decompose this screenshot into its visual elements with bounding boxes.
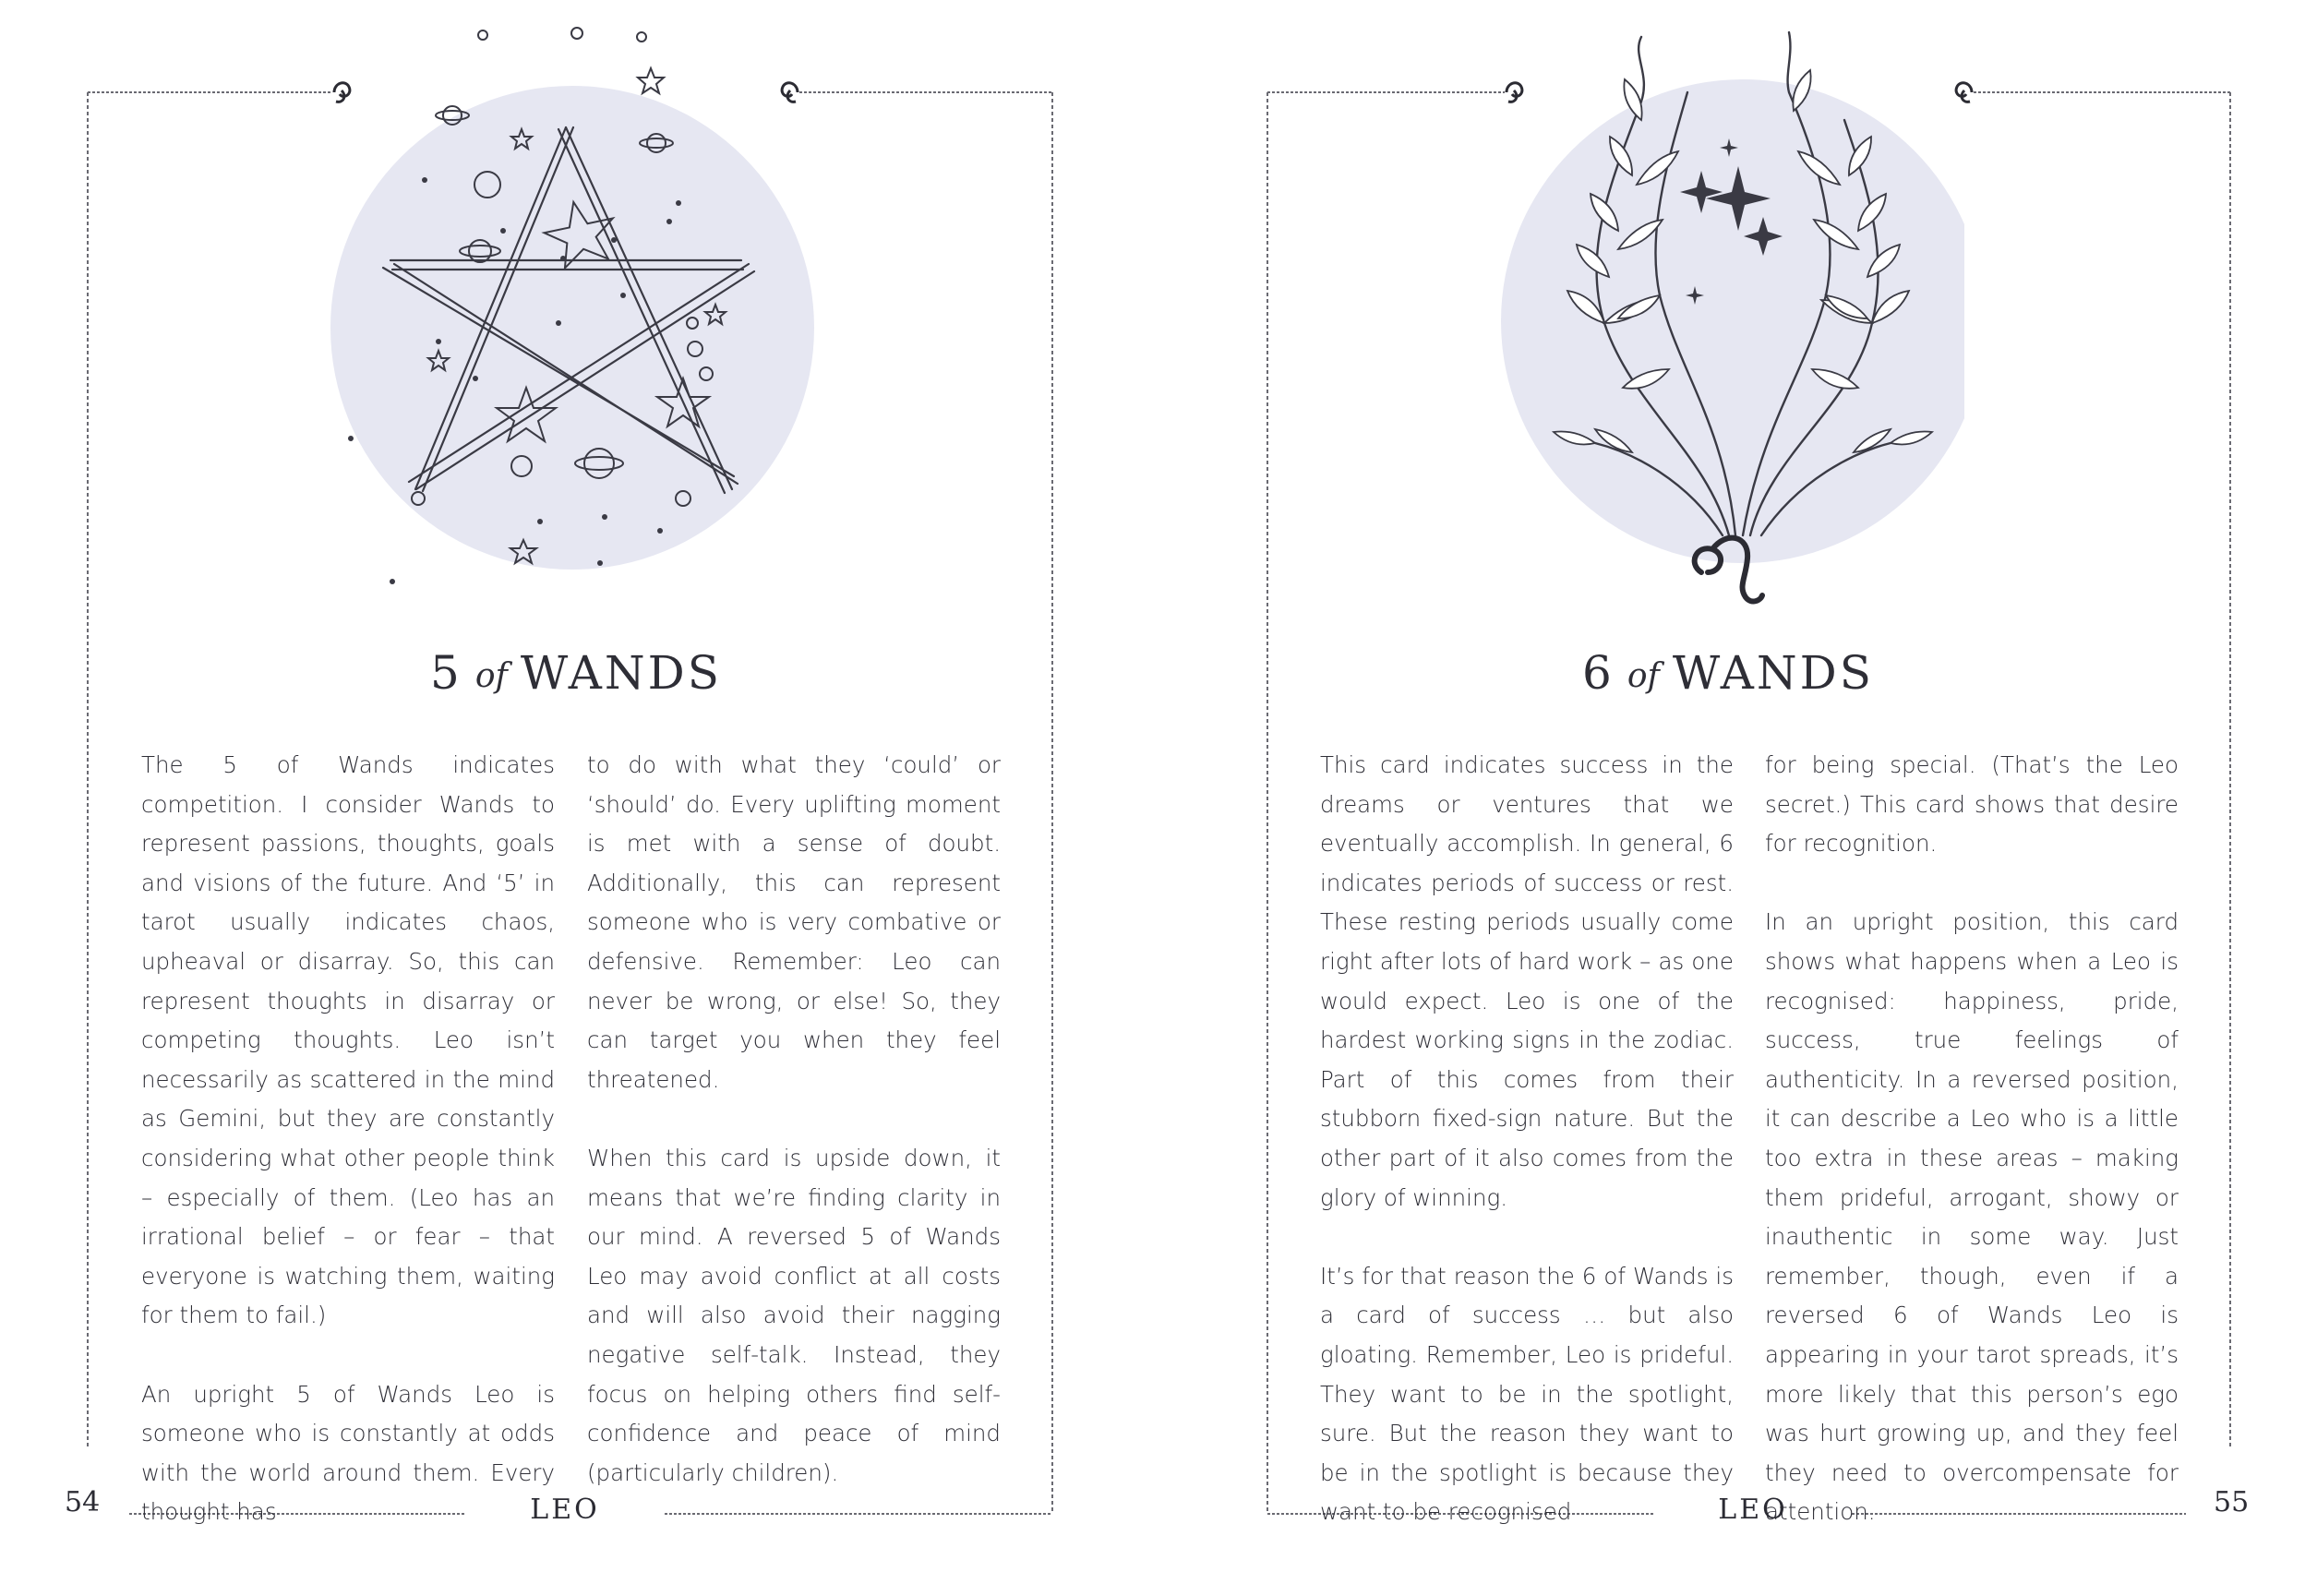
card-suit: WANDS xyxy=(520,646,722,700)
paragraph: The 5 of Wands indicates competition. I consider Wands to represent passions, thoughts, goals and visions of the future. And ‘5’ in tarot usually indicates chaos, upheaval or disarray. So, this can represent thoughts in disarray or competing thoughts. Leo isn’t necessarily as scattered in the mind as Gemini, but they are constantly considering what other people think – especially of them. (Leo has an irrational belief – or fear – that everyone is watching them, waiting for them to fail.) xyxy=(141,751,555,1329)
paragraph: An upright 5 of Wands Leo is someone who is constantly at odds with the world around them. Every thought has xyxy=(141,1380,555,1526)
card-number: 5 xyxy=(430,646,462,700)
paragraph: In an upright position, this card shows what happens when a Leo is recognised: happiness, pride, success, true feelings of authenticity. In a reversed position, it can describe a Leo who is a little too extra in these areas – making them prideful, arrogant, showy or inauthentic in some way. Just remember, though, even if a reversed 6 of Wands Leo is appearing in your tarot spreads, it’s more likely that this person’s ego was hurt growing up, and they feel they need to overcompensate for attention. xyxy=(1765,908,2179,1526)
card-of: of xyxy=(1627,657,1660,695)
card-title xyxy=(0,646,1152,700)
card-title xyxy=(1152,646,2304,700)
pentagram-of-wands-illustration xyxy=(328,18,817,591)
leafy-vines-illustration xyxy=(1494,18,1964,618)
paragraph: This card indicates success in the dreams or ventures that we eventually accomplish. In general, 6 indicates periods of success or rest. These resting periods usually come right after lots of hard work – as one would expect. Leo is one of the hardest working signs in the zodiac. Part of this comes from their stubborn fixed-sign nature. But the other part of it also comes from the glory of winning. xyxy=(1320,751,1734,1211)
paragraph: It’s for that reason the 6 of Wands is a card of success … but also gloating. Remember, Leo is prideful. They want to be in the spotlight, sure. But the reason they want to be in the spotlight is because they want to be recognised xyxy=(1320,1262,1734,1526)
right-page xyxy=(1152,0,2304,1596)
text-column-1 xyxy=(141,746,555,1571)
text-column-2 xyxy=(587,746,1001,1532)
footer-label: LEO xyxy=(530,1494,600,1526)
paragraph: for being special. (That’s the Leo secret.) This card shows that desire for recognition. xyxy=(1765,751,2179,858)
card-suit: WANDS xyxy=(1672,646,1874,700)
text-column-1 xyxy=(1320,746,1734,1571)
paragraph: When this card is upside down, it means that we’re finding clarity in our mind. A reversed 5 of Wands Leo may avoid conflict at all costs and will also avoid their nagging negative self-talk. Instead, they focus on helping others find self-confidence and peace of mind (particularly children). xyxy=(587,1144,1001,1486)
left-page xyxy=(0,0,1152,1596)
card-number: 6 xyxy=(1582,646,1615,700)
page-number: 55 xyxy=(2214,1486,2250,1518)
paragraph: to do with what they ‘could’ or ‘should’ do. Every uplifting moment is met with a sense of doubt. Additionally, this can represent someone who is very combative or defensive. Remember: Leo can never be wrong, or else! So, they can target you when they feel threatened. xyxy=(587,751,1001,1093)
moon-circle xyxy=(1501,79,1964,563)
text-column-2 xyxy=(1765,746,2179,1571)
card-of: of xyxy=(474,657,508,695)
footer-label: LEO xyxy=(1718,1494,1788,1526)
page-number: 54 xyxy=(65,1486,101,1518)
